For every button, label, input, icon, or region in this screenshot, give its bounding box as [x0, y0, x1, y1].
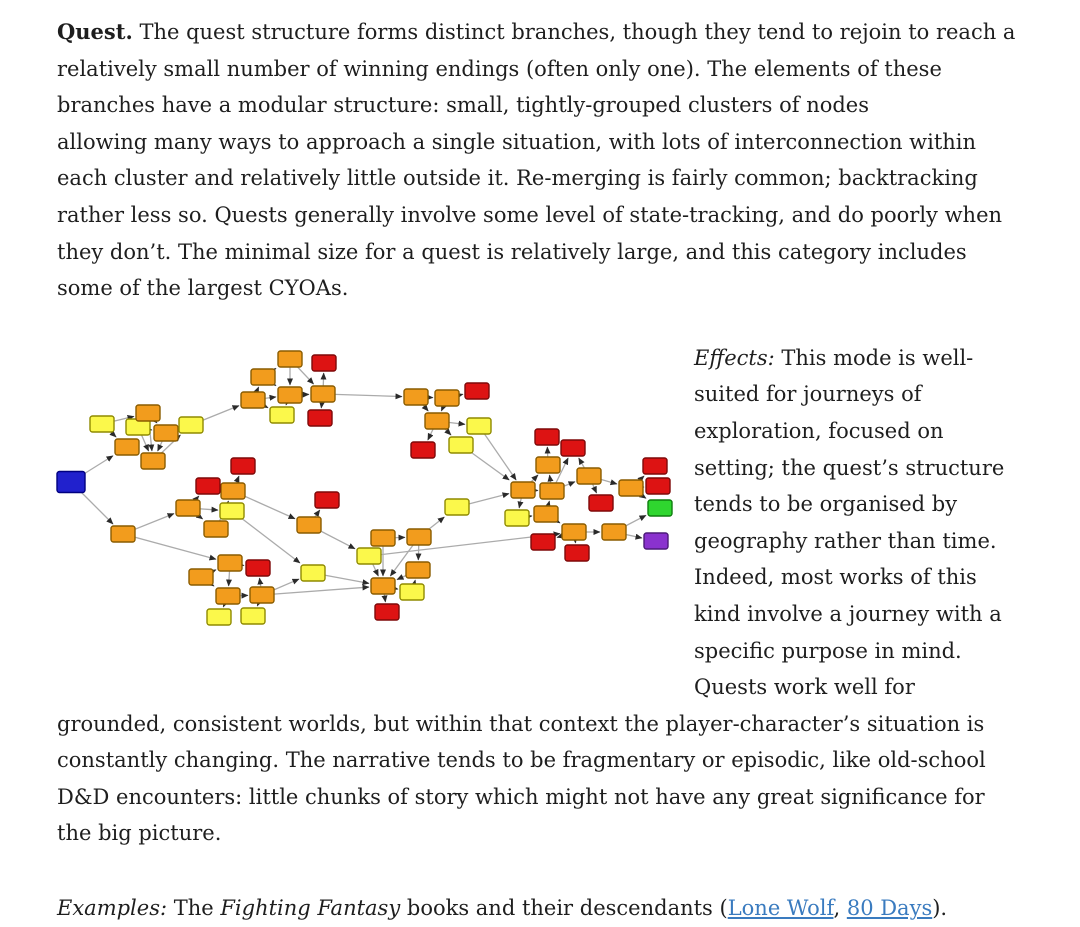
graph-node-G2: [371, 530, 395, 546]
graph-node-E9: [644, 533, 668, 549]
graph-node-C3: [465, 383, 489, 399]
graph-node-E1: [643, 458, 667, 474]
graph-node-G4: [406, 562, 430, 578]
graph-node-G3: [407, 529, 431, 545]
graph-node-G7: [375, 604, 399, 620]
graph-node-F13: [241, 608, 265, 624]
graph-node-B5: [278, 387, 302, 403]
graph-node-F9: [246, 560, 270, 576]
graph-node-E5: [562, 524, 586, 540]
graph-node-G5: [371, 578, 395, 594]
graph-node-F7: [189, 569, 213, 585]
examples-suffix: ).: [932, 896, 948, 921]
effects-body: This mode is well-suited for journeys of exploration, focused on setting; the quest’s structure tends to be organised by geography rather than time. Indeed, most works of this kind involve a journey with a specific purpose in mind. Quests work well for grounded, consistent worlds, but within that context the player-character’s situation is constantly changing. The narrative tends to be fragmentary or episodic, like old-school D&D encounters: little chunks of story which might not have any great significance for the big picture.: [57, 345, 1005, 846]
graph-node-C7: [449, 437, 473, 453]
graph-node-FR1: [231, 458, 255, 474]
graph-node-C4: [425, 413, 449, 429]
graph-node-A1: [90, 416, 114, 432]
lone-wolf-link[interactable]: Lone Wolf: [727, 896, 834, 921]
graph-node-E2: [646, 478, 670, 494]
graph-node-B8: [308, 410, 332, 426]
graph-node-E7: [565, 545, 589, 561]
graph-node-F1: [111, 526, 135, 542]
graph-node-A4: [154, 425, 178, 441]
graph-node-F12: [207, 609, 231, 625]
graph-node-B1: [278, 351, 302, 367]
graph-node-D5: [511, 482, 535, 498]
graph-node-E6: [531, 534, 555, 550]
graph-node-A6: [141, 453, 165, 469]
graph-node-C1: [404, 389, 428, 405]
figure-and-effects-block: [57, 340, 1023, 852]
graph-node-E4: [648, 500, 672, 516]
graph-node-G1: [357, 548, 381, 564]
graph-node-B6: [311, 386, 335, 402]
examples-label: Examples:: [57, 896, 168, 921]
quest-lead-word: Quest.: [57, 19, 133, 44]
graph-node-B4: [241, 392, 265, 408]
graph-edge-F1-F8: [123, 534, 216, 559]
graph-node-E3: [619, 480, 643, 496]
graph-node-D6: [540, 483, 564, 499]
graph-node-B2: [312, 355, 336, 371]
graph-node-E8: [602, 524, 626, 540]
graph-node-B7: [270, 407, 294, 423]
examples-mid: books and their descendants (: [400, 896, 728, 921]
quest-graph-svg: [51, 340, 694, 672]
graph-node-A3: [136, 405, 160, 421]
graph-node-D9: [534, 506, 558, 522]
graph-node-F11: [250, 587, 274, 603]
graph-node-C2: [435, 390, 459, 406]
examples-separator: ,: [833, 896, 847, 921]
effects-label: Effects:: [694, 345, 775, 370]
graph-node-F8: [218, 555, 242, 571]
graph-node-B3: [251, 369, 275, 385]
graph-node-F10: [216, 588, 240, 604]
graph-node-C5: [467, 418, 491, 434]
graph-node-S: [57, 471, 85, 492]
graph-node-F5: [315, 492, 339, 508]
graph-node-A5: [115, 439, 139, 455]
examples-paragraph: [57, 890, 1023, 927]
graph-node-D7: [589, 495, 613, 511]
graph-node-F4: [204, 521, 228, 537]
graph-node-D8: [505, 510, 529, 526]
graph-node-D4: [577, 468, 601, 484]
quest-structure-diagram: [51, 340, 694, 672]
graph-node-G6: [400, 584, 424, 600]
graph-node-D1: [535, 429, 559, 445]
graph-node-F3: [220, 503, 244, 519]
quest-body-2: allowing many ways to approach a single situation, with lots of interconnection within each cluster and relatively little outside it. Re-merging is fairly common; backtracking rather less so. Quests generally involve some level of state-tracking, and do poorly when they don’t. The minimal size for a quest is relatively large, and this category includes some of the largest CYOAs.: [57, 129, 1003, 301]
graph-node-D3: [536, 457, 560, 473]
graph-node-F0: [221, 483, 245, 499]
quest-paragraph: [57, 14, 1023, 307]
graph-node-G8: [445, 499, 469, 515]
graph-node-F6: [297, 517, 321, 533]
graph-node-C6: [411, 442, 435, 458]
quest-body-1: The quest structure forms distinct branches, though they tend to rejoin to reach a relatively small number of winning endings (often only one). The elements of these branches have a modular structure: small, tightly-grouped clusters of nodes: [57, 20, 1016, 118]
graph-node-A7: [179, 417, 203, 433]
fighting-fantasy-title: Fighting Fantasy: [220, 896, 401, 921]
graph-node-FR2: [196, 478, 220, 494]
graph-node-D2: [561, 440, 585, 456]
graph-node-F14: [301, 565, 325, 581]
eighty-days-link[interactable]: 80 Days: [846, 896, 933, 921]
examples-pre: The: [167, 896, 221, 921]
graph-node-F2: [176, 500, 200, 516]
